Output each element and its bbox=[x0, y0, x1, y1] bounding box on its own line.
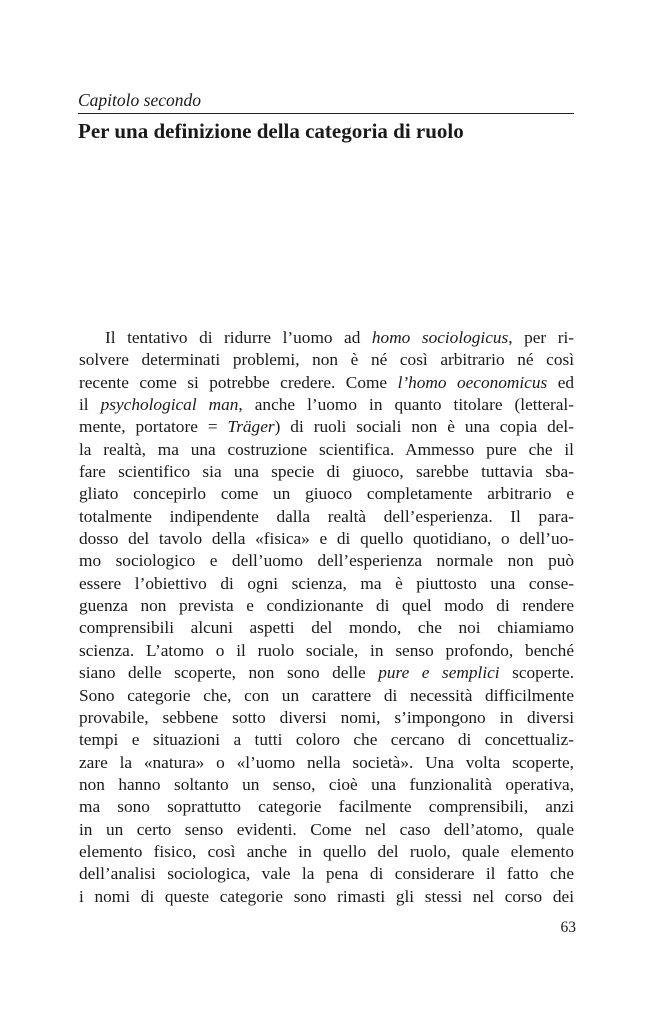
text-line bbox=[79, 685, 574, 707]
text-run: ma sono soprattutto categorie facilmente comprensibili, anzi bbox=[79, 797, 574, 817]
text-run: gliato concepirlo come un giuoco completamente arbitrario e bbox=[79, 484, 574, 504]
text-run: i nomi di queste categorie sono rimasti gli stessi nel corso dei bbox=[79, 886, 574, 906]
text-line bbox=[79, 439, 574, 461]
text-run: ed bbox=[547, 372, 575, 392]
text-run: comprensibili alcuni aspetti del mondo, che noi chiamiamo bbox=[79, 618, 574, 638]
text-line bbox=[79, 617, 574, 639]
italic-text: homo sociologicus bbox=[371, 328, 509, 347]
text-line bbox=[79, 774, 574, 796]
text-run: fare scientifico sia una specie di giuoco, sarebbe tuttavia sba- bbox=[79, 462, 574, 482]
text-run: , per ri- bbox=[508, 328, 575, 347]
text-run: non hanno soltanto un senso, cioè una funzionalità operativa, bbox=[79, 774, 574, 794]
text-run: zare la «natura» o «l’uomo nella società». Una volta scoperte, bbox=[79, 752, 574, 772]
text-line bbox=[79, 796, 574, 818]
text-line bbox=[79, 729, 574, 751]
page-number: 63 bbox=[560, 919, 576, 936]
chapter-title: Per una definizione della categoria di ruolo bbox=[78, 119, 464, 143]
text-run: scienza. L’atomo o il ruolo sociale, in senso profondo, benché bbox=[79, 640, 574, 660]
text-run: , anche l’uomo in quanto titolare (letteral- bbox=[238, 395, 574, 415]
text-run: totalmente indipendente dalla realtà dell’esperienza. Il para- bbox=[79, 506, 574, 526]
text-run: Sono categorie che, con un carattere di necessità difficilmente bbox=[79, 685, 574, 705]
text-line bbox=[79, 461, 574, 483]
text-run: mente, portatore = bbox=[79, 417, 228, 437]
text-line bbox=[79, 573, 574, 595]
chapter-label: Capitolo secondo bbox=[78, 90, 201, 110]
italic-text: l’homo oeconomicus bbox=[397, 372, 548, 392]
text-run: recente come si potrebbe credere. Come bbox=[79, 372, 398, 392]
text-line bbox=[79, 327, 574, 349]
text-line bbox=[79, 550, 574, 572]
text-line bbox=[79, 394, 574, 416]
text-line bbox=[79, 528, 574, 550]
text-line bbox=[79, 886, 574, 908]
text-line bbox=[79, 483, 574, 505]
text-line bbox=[79, 372, 574, 394]
text-line bbox=[79, 819, 574, 841]
text-run: mo sociologico e dell’uomo dell’esperienza normale non può bbox=[79, 551, 574, 571]
text-run: siano delle scoperte, non sono delle bbox=[79, 663, 379, 683]
italic-text: psychological man bbox=[100, 395, 239, 415]
text-line bbox=[79, 640, 574, 662]
text-run: solvere determinati problemi, non è né così arbitrario né così bbox=[79, 350, 574, 370]
text-line bbox=[79, 416, 574, 438]
text-run: in un certo senso evidenti. Come nel caso dell’atomo, quale bbox=[79, 819, 574, 839]
text-run: ) di ruoli sociali non è una copia del- bbox=[274, 417, 574, 437]
text-run: guenza non prevista e condizionante di quel modo di rendere bbox=[79, 596, 574, 616]
text-run: Il tentativo di ridurre l’uomo ad bbox=[105, 328, 372, 347]
text-run: la realtà, ma una costruzione scientifica. Ammesso pure che il bbox=[79, 439, 574, 459]
text-line bbox=[79, 595, 574, 617]
italic-text: Träger bbox=[227, 417, 275, 437]
text-run: tempi e situazioni a tutti coloro che cercano di concettualiz- bbox=[79, 730, 574, 750]
text-line bbox=[79, 752, 574, 774]
text-run: dosso del tavolo della «fisica» e di quello quotidiano, o dell’uo- bbox=[79, 529, 574, 549]
text-line bbox=[79, 662, 574, 684]
body-paragraph bbox=[79, 327, 574, 908]
text-line bbox=[79, 506, 574, 528]
text-run: dell’analisi sociologica, vale la pena di considerare il fatto che bbox=[79, 864, 574, 884]
text-run: scoperte. bbox=[499, 663, 575, 683]
chapter-rule bbox=[78, 113, 574, 114]
text-run: elemento fisico, così anche in quello del ruolo, quale elemento bbox=[79, 841, 574, 861]
italic-text: pure e semplici bbox=[378, 663, 500, 683]
text-run: il bbox=[79, 395, 101, 415]
text-run: essere l’obiettivo di ogni scienza, ma è piuttosto una conse- bbox=[79, 573, 574, 593]
text-line bbox=[79, 841, 574, 863]
text-line bbox=[79, 707, 574, 729]
text-line bbox=[79, 349, 574, 371]
text-run: provabile, sebbene sotto diversi nomi, s’impongono in diversi bbox=[79, 707, 574, 727]
text-line bbox=[79, 863, 574, 885]
